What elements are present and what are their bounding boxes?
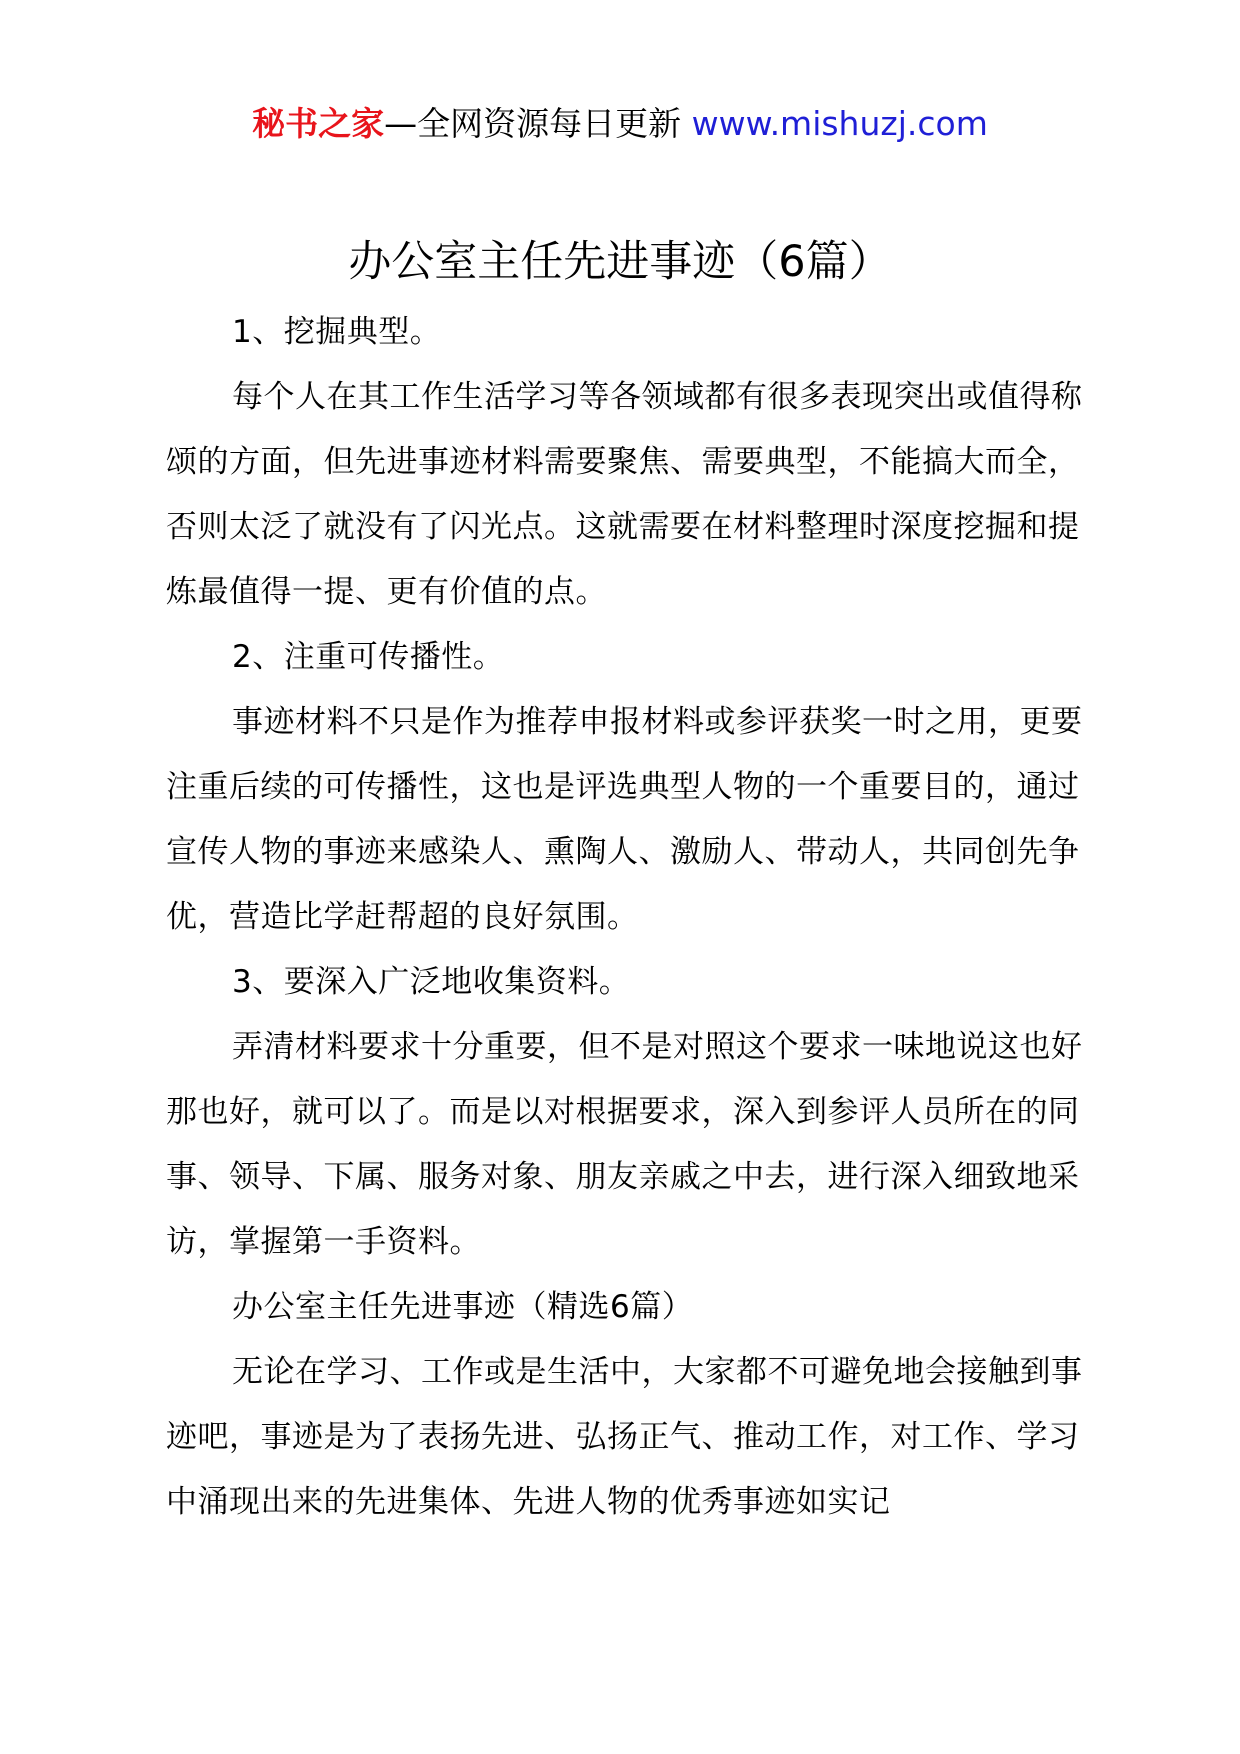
document-body	[166, 300, 1086, 1535]
paragraph-1: 每个人在其工作生活学习等各领域都有很多表现突出或值得称颂的方面，但先进事迹材料需要聚焦、需要典型，不能搞大而全，否则太泛了就没有了闪光点。这就需要在材料整理时深度挖掘和提炼最值得一提、更有价值的点。	[166, 379, 1083, 610]
subtitle-line: 办公室主任先进事迹（精选6篇）	[232, 1289, 694, 1325]
site-header	[0, 100, 1240, 148]
brand-name: 秘书之家	[252, 104, 385, 143]
section-heading-2: 2、注重可传播性。	[232, 639, 505, 675]
section-heading-1: 1、挖掘典型。	[232, 314, 442, 350]
document-title: 办公室主任先进事迹（6篇）	[348, 237, 892, 287]
paragraph-2: 事迹材料不只是作为推荐申报材料或参评获奖一时之用，更要注重后续的可传播性，这也是评选典型人物的一个重要目的，通过宣传人物的事迹来感染人、熏陶人、激励人、带动人，共同创先争优，营造比学赶帮超的良好氛围。	[166, 704, 1083, 935]
site-url-link[interactable]: www.mishuzj.com	[691, 104, 988, 143]
paragraph-3: 弄清材料要求十分重要，但不是对照这个要求一味地说这也好那也好，就可以了。而是以对根据要求，深入到参评人员所在的同事、领导、下属、服务对象、朋友亲戚之中去，进行深入细致地采访，掌握第一手资料。	[166, 1029, 1083, 1260]
paragraph-4: 无论在学习、工作或是生活中，大家都不可避免地会接触到事迹吧，事迹是为了表扬先进、弘扬正气、推动工作，对工作、学习中涌现出来的先进集体、先进人物的优秀事迹如实记	[166, 1354, 1083, 1520]
section-heading-3: 3、要深入广泛地收集资料。	[232, 964, 631, 1000]
header-tagline: —全网资源每日更新	[384, 104, 682, 143]
